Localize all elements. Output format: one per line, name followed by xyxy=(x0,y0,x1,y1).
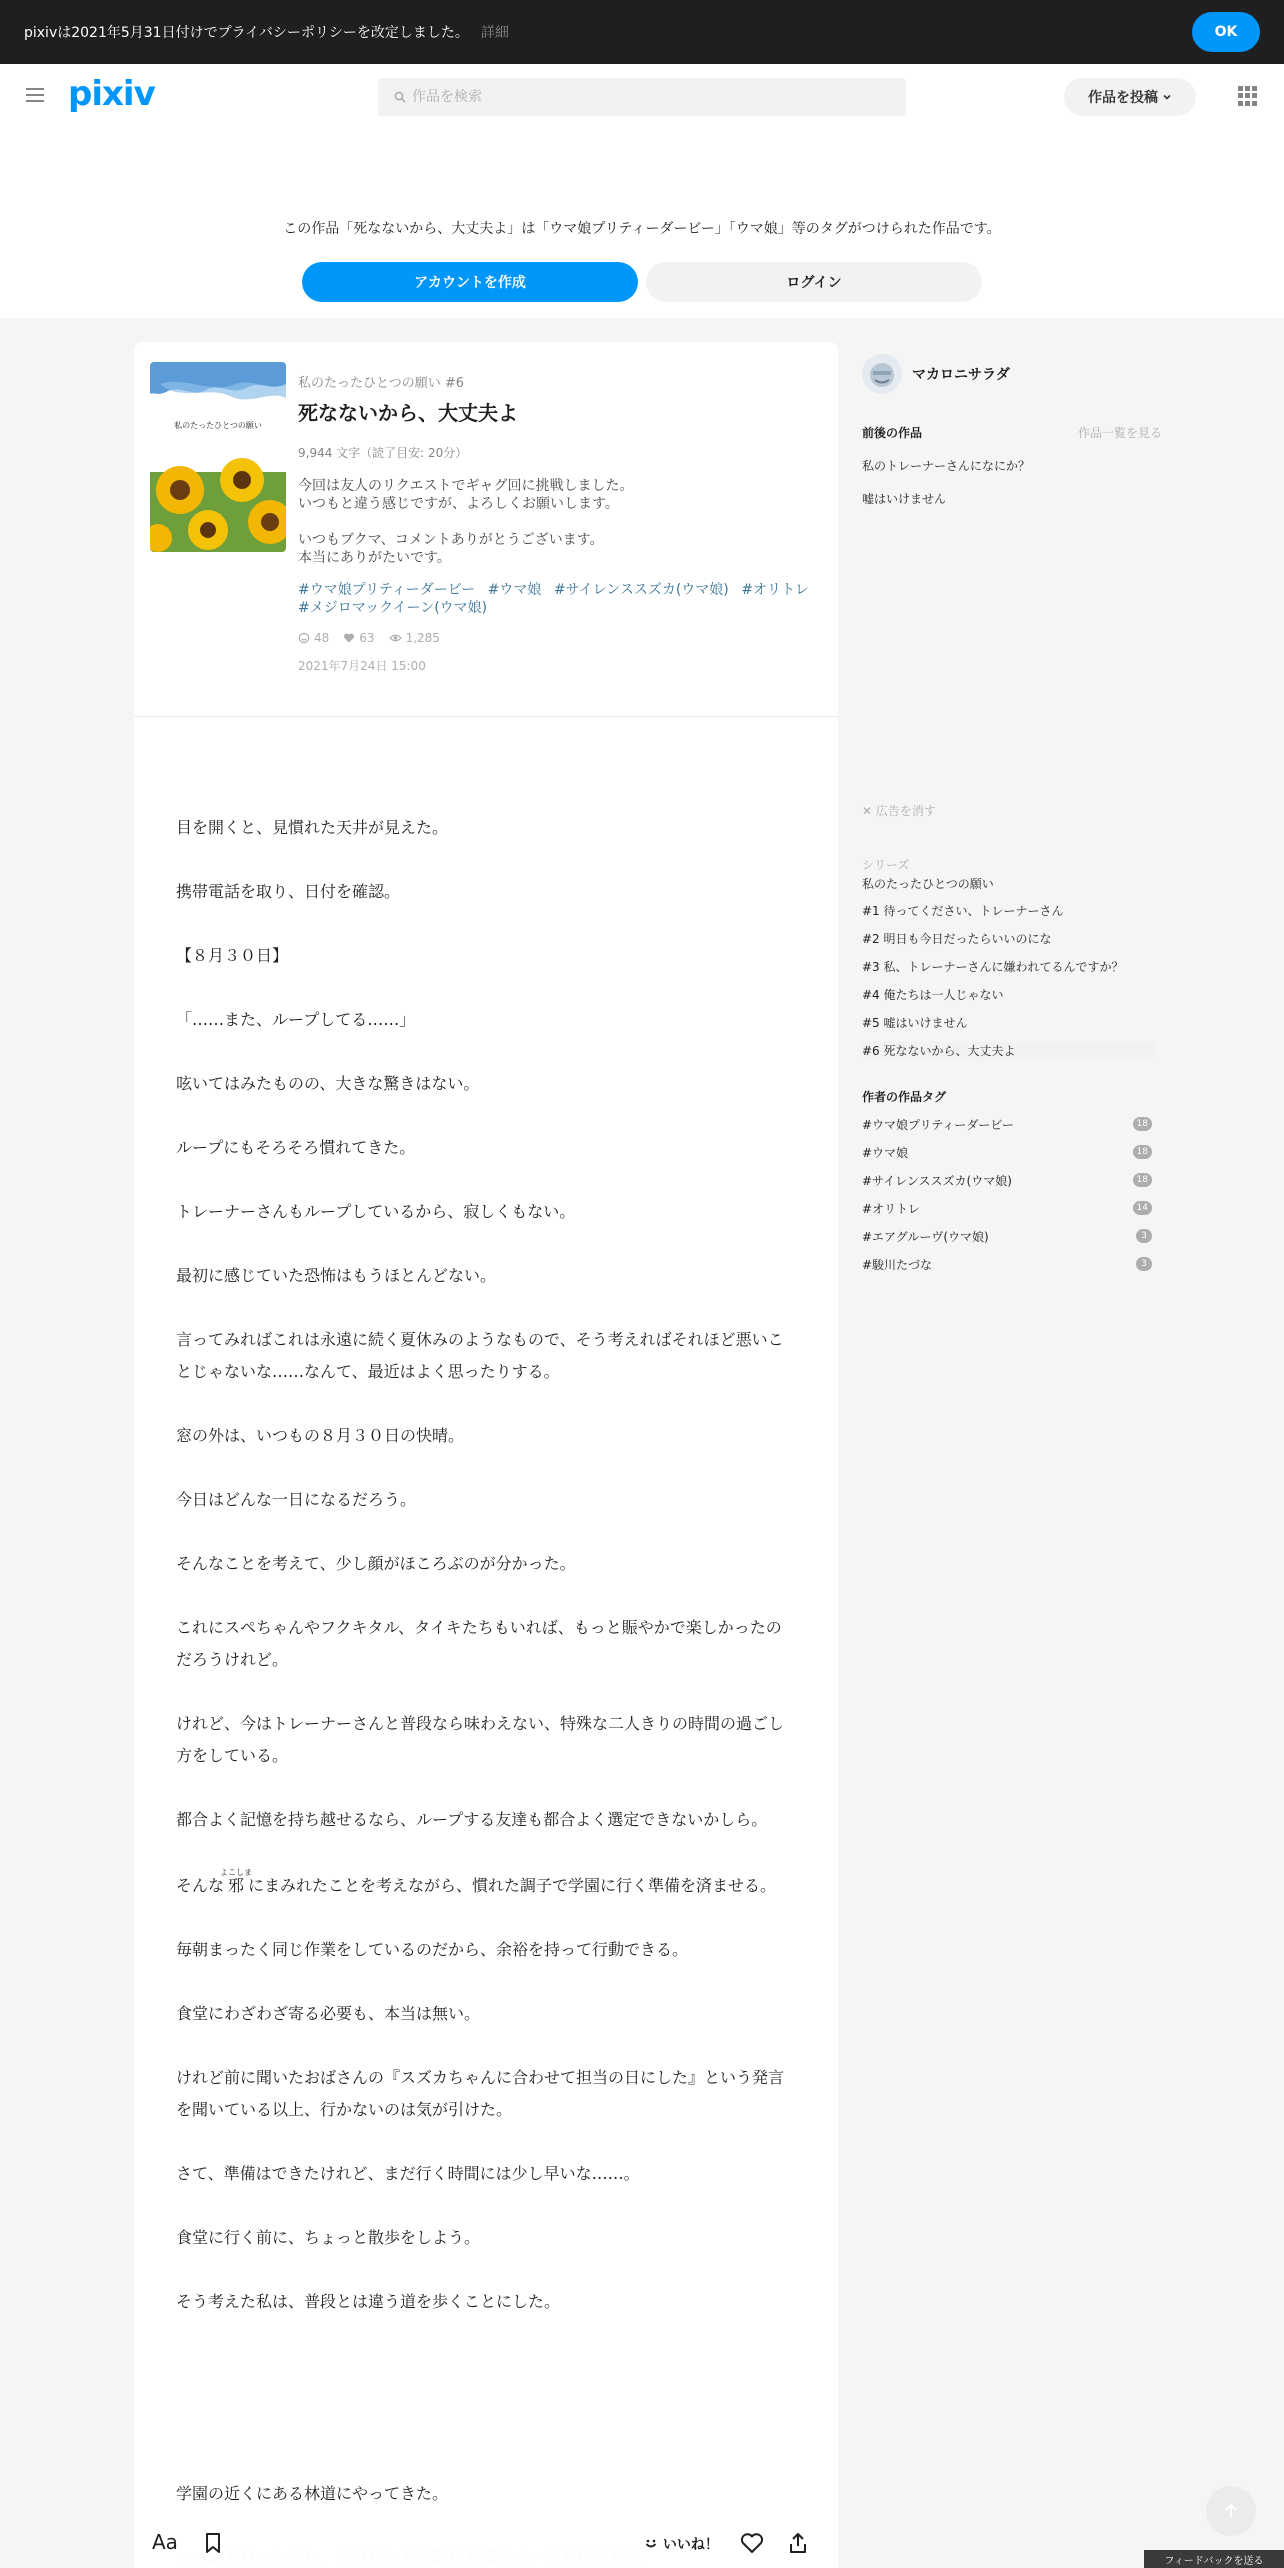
tag-link[interactable]: #ウマ娘 xyxy=(487,582,542,598)
work-stats xyxy=(298,631,818,645)
smile-icon xyxy=(644,2537,658,2551)
series-item[interactable]: #1 待ってください、トレーナーさん xyxy=(862,904,1064,918)
body-paragraph: 都合よく記憶を持ち越せるなら、ループする友達も都合よく選定できないかしら。 xyxy=(176,1810,768,1829)
work-title: 死なないから、大丈夫よ xyxy=(298,401,518,425)
eye-icon xyxy=(389,632,402,644)
body-paragraph: さて、準備はできたけれど、まだ行く時間には少し早いな……。 xyxy=(176,2164,640,2183)
cover-image[interactable] xyxy=(150,362,286,552)
series-name[interactable]: 私のたったひとつの願い xyxy=(862,877,994,891)
share-icon[interactable] xyxy=(788,2532,808,2554)
body-paragraph: 目を開くと、見慣れた天井が見えた。 xyxy=(176,818,449,837)
like-button[interactable]: いいね！ xyxy=(644,2534,719,2554)
hide-ad-button[interactable]: ✕ 広告を消す xyxy=(862,804,936,818)
author-block[interactable] xyxy=(862,342,1162,406)
privacy-banner xyxy=(0,0,1284,64)
body-paragraph: 呟いてはみたものの、大きな驚きはない。 xyxy=(176,1074,480,1093)
tag-count-badge: 18 xyxy=(1133,1145,1152,1159)
body-paragraph: けれど、今はトレーナーさんと普段なら味わえない、特殊な二人きりの時間の過ごし 方をしている。 xyxy=(176,1714,785,1765)
author-tag-row[interactable]: #オリトレ 14 xyxy=(862,1199,1152,1217)
tag-count-badge: 18 xyxy=(1133,1173,1152,1187)
prev-work-link[interactable]: 私のトレーナーさんになにか？ xyxy=(862,459,1031,473)
tag-notice-text: この作品「死なないから、大丈夫よ」は「ウマ娘プリティーダービー」「ウマ娘」等のタグがつけられた作品です。 xyxy=(283,221,1001,237)
body-paragraph: 毎朝まったく同じ作業をしているのだから、余裕を持って行動できる。 xyxy=(176,1940,689,1959)
work-caption xyxy=(298,477,818,567)
body-paragraph: トレーナーさんもループしているから、寂しくもない。 xyxy=(176,1202,576,1221)
create-account-button[interactable]: アカウントを作成 xyxy=(302,262,638,302)
prev-next-label: 前後の作品 xyxy=(862,426,923,440)
author-name[interactable]: マカロニサラダ xyxy=(912,367,1010,383)
view-count: 1,285 xyxy=(389,631,440,645)
body-paragraph: けれど前に聞いたおばさんの『スズカちゃんに合わせて担当の日にした』という発言 を聞いている以上、行かないのは気が引けた。 xyxy=(176,2068,785,2119)
body-paragraph: 携帯電話を取り、日付を確認。 xyxy=(176,882,401,901)
work-info xyxy=(298,372,818,674)
novel-card xyxy=(134,342,838,2568)
cover-title: 私のたったひとつの願い xyxy=(174,421,262,430)
banner-message: pixivは2021年5月31日付けでプライバシーポリシーを改定しました。 xyxy=(24,25,469,41)
body-paragraph: 【８月３０日】 xyxy=(176,946,289,965)
caption-line: 今回は友人のリクエストでギャグ回に挑戦しました。 xyxy=(298,478,634,494)
series-item[interactable]: #2 明日も今日だったらいいのにな xyxy=(862,932,1052,946)
series-item[interactable]: #3 私、トレーナーさんに嫌われてるんですか？ xyxy=(862,960,1124,974)
like-count: 48 xyxy=(298,631,329,645)
tag-notice xyxy=(0,128,1284,318)
author-tags xyxy=(862,1088,1152,1273)
series-list xyxy=(862,856,1156,1060)
body-paragraph: 今日はどんな一日になるだろう。 xyxy=(176,1490,417,1509)
bookmark-icon[interactable] xyxy=(204,2532,222,2554)
body-paragraph: 「……また、ループしてる……」 xyxy=(176,1010,416,1029)
tag-count-badge: 18 xyxy=(1133,1117,1152,1131)
global-header xyxy=(0,64,1284,128)
banner-ok-button[interactable]: OK xyxy=(1192,12,1260,52)
all-works-link[interactable]: 作品一覧を見る xyxy=(1077,426,1162,440)
smile-icon xyxy=(298,632,310,644)
services-grid-icon[interactable] xyxy=(1238,86,1258,106)
ruby-word: 邪よこしま xyxy=(220,1868,253,1895)
reader-toolbar xyxy=(134,2520,838,2568)
sidebar xyxy=(862,342,1162,1272)
series-label[interactable]: 私のたったひとつの願い #6 xyxy=(298,376,465,391)
post-work-label: 作品を投稿 xyxy=(1088,90,1158,106)
author-tag-row[interactable]: #サイレンススズカ(ウマ娘) 18 xyxy=(862,1171,1152,1189)
body-paragraph: 最初に感じていた恐怖はもうほとんどない。 xyxy=(176,1266,497,1285)
caption-line: いつもブクマ、コメントありがとうございます。 xyxy=(298,532,604,548)
hamburger-menu-icon[interactable] xyxy=(26,88,44,102)
tag-link[interactable]: #オリトレ xyxy=(741,582,809,598)
chevron-down-icon xyxy=(1162,92,1172,102)
heart-icon xyxy=(343,632,355,644)
prev-next-header xyxy=(862,424,1162,441)
series-heading: シリーズ xyxy=(862,858,910,872)
author-tag-row[interactable]: #ウマ娘 18 xyxy=(862,1143,1152,1161)
series-item[interactable]: #5 嘘はいけません xyxy=(862,1016,968,1030)
post-date: 2021年7月24日 15:00 xyxy=(298,659,426,673)
body-paragraph: そんなことを考えて、少し顔がほころぶのが分かった。 xyxy=(176,1554,576,1573)
series-item[interactable]: #4 俺たちは一人じゃない xyxy=(862,988,1004,1002)
body-paragraph: 食堂に行く前に、ちょっと散歩をしよう。 xyxy=(176,2228,481,2247)
tag-count-badge: 14 xyxy=(1133,1201,1152,1215)
caption-line: 本当にありがたいです。 xyxy=(298,550,451,566)
scroll-top-button[interactable] xyxy=(1206,2486,1256,2536)
body-paragraph: 言ってみればこれは永遠に続く夏休みのようなもので、そう考えればそれほど悪いこ とじゃないな……なんて、最近はよく思ったりする。 xyxy=(176,1330,784,1381)
char-count: 9,944 文字（読了目安: 20分） xyxy=(298,446,468,460)
caption-line: いつもと違う感じですが、よろしくお願いします。 xyxy=(298,496,619,512)
tag-link[interactable]: #メジロマックイーン(ウマ娘) xyxy=(298,600,488,616)
next-work-link[interactable]: 嘘はいけません xyxy=(862,492,947,506)
caption-line xyxy=(298,513,818,531)
pixiv-logo[interactable]: pixiv xyxy=(68,74,155,114)
body-paragraph: ループにもそろそろ慣れてきた。 xyxy=(176,1138,416,1157)
novel-body xyxy=(176,812,798,2568)
heart-icon[interactable] xyxy=(740,2532,764,2554)
body-paragraph: そう考えた私は、普段とは違う道を歩くことにした。 xyxy=(176,2292,561,2311)
font-settings-button[interactable]: Aa xyxy=(152,2530,178,2554)
body-paragraph: これにスペちゃんやフクキタル、タイキたちもいれば、もっと賑やかで楽しかったの だろうけれど。 xyxy=(176,1618,782,1669)
post-work-button[interactable] xyxy=(1064,78,1196,116)
divider xyxy=(134,716,838,717)
series-item-current[interactable]: #6 死なないから、大丈夫よ xyxy=(862,1042,1156,1060)
body-paragraph-ruby: そんな邪よこしまにまみれたことを考えながら、慣れた調子で学園に行く準備を済ませる。 xyxy=(176,1868,777,1895)
feedback-button[interactable]: フィードバックを送る xyxy=(1144,2550,1284,2568)
body-paragraph: 窓の外は、いつもの８月３０日の快晴。 xyxy=(176,1426,465,1445)
search-box[interactable] xyxy=(378,78,906,116)
avatar[interactable] xyxy=(862,354,902,394)
body-paragraph: 食堂にわざわざ寄る必要も、本当は無い。 xyxy=(176,2004,481,2023)
work-tags xyxy=(298,581,818,617)
search-icon xyxy=(394,91,406,103)
bookmark-count: 63 xyxy=(343,631,374,645)
author-tag-row[interactable]: #ウマ娘プリティーダービー 18 xyxy=(862,1115,1152,1133)
arrow-up-icon xyxy=(1222,2502,1240,2520)
body-paragraph: 学園の近くにある林道にやってきた。 xyxy=(176,2484,449,2503)
author-tag-row[interactable]: #エアグルーヴ(ウマ娘) 3 xyxy=(862,1227,1152,1245)
tag-count-badge: 3 xyxy=(1136,1257,1152,1271)
tag-count-badge: 3 xyxy=(1136,1229,1152,1243)
author-tag-row[interactable]: #駿川たづな 3 xyxy=(862,1255,1152,1273)
login-button[interactable]: ログイン xyxy=(646,262,982,302)
banner-details-link[interactable]: 詳細 xyxy=(480,25,509,41)
tag-link[interactable]: #サイレンススズカ(ウマ娘) xyxy=(553,582,729,598)
author-tags-heading: 作者の作品タグ xyxy=(862,1090,947,1104)
search-input[interactable] xyxy=(412,89,892,105)
tag-link[interactable]: #ウマ娘プリティーダービー xyxy=(298,582,476,598)
